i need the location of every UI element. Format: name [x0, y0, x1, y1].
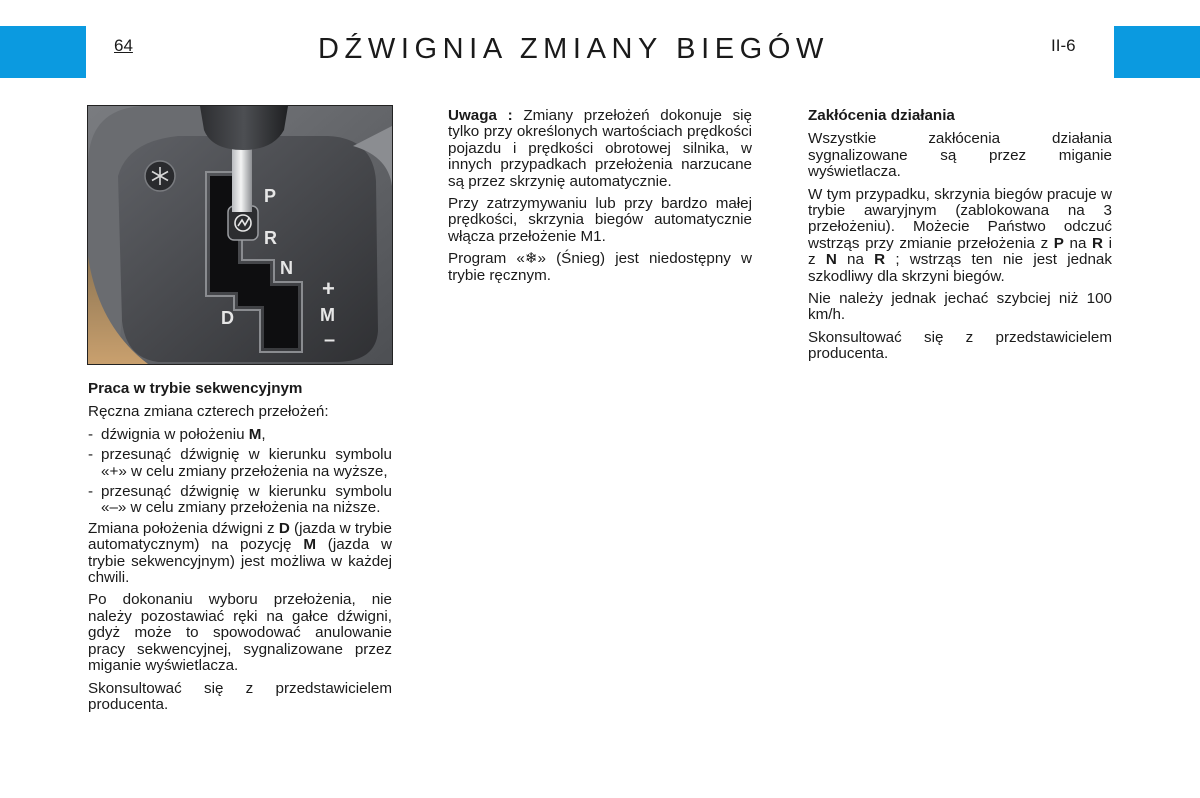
note-paragraph: Uwaga : Zmiany przełożeń dokonuje się tylko przy określonych wartościach prędkości pojazdu i prędkości obrotowej silnika, w innych przypadkach przełożenia narzucane są przez skrzynię automatycznie. — [448, 107, 752, 190]
right-column — [808, 108, 1112, 369]
gear-label-p: P — [264, 186, 277, 206]
speed-limit-paragraph: Nie należy jednak jechać szybciej niż 100 km/h. — [808, 290, 1112, 324]
gear-label-d: D — [221, 308, 234, 328]
stopping-paragraph: Przy zatrzymywaniu lub przy bardzo małej prędkości, skrzynia biegów automatycznie włącza przełożenie M1. — [448, 195, 752, 245]
gear-label-n: N — [280, 258, 293, 278]
gear-label-plus: + — [322, 276, 335, 301]
consult-paragraph: Skonsultować się z przedstawicielem producenta. — [808, 328, 1112, 363]
left-column — [88, 381, 392, 719]
note-label: Uwaga : — [448, 107, 513, 124]
page-number: 64 — [114, 36, 133, 55]
gear-label-m: M — [320, 305, 335, 325]
page-title: DŹWIGNIA ZMIANY BIEGÓW — [318, 33, 829, 65]
middle-column — [448, 108, 752, 290]
list-item: - przesunąć dźwignię w kierunku symbolu «+» w celu zmiany przełożenia na wyższe, — [88, 446, 392, 480]
gear-label-r: R — [264, 228, 277, 248]
left-blue-tab — [0, 26, 86, 78]
sequential-mode-heading: Praca w trybie sekwencyjnym — [88, 380, 303, 397]
snow-program-paragraph: Program «❄» (Śnieg) jest niedostępny w trybie ręcznym. — [448, 250, 752, 284]
snowflake-icon — [145, 161, 175, 191]
faults-paragraph: Wszystkie zakłócenia działania sygnalizowane są przez miganie wyświetlacza. — [808, 130, 1112, 181]
list-item: - przesunąć dźwignię w kierunku symbolu «–» w celu zmiany przełożenia na niższe. — [88, 483, 392, 517]
intro-text: Ręczna zmiana czterech przełożeń: — [88, 403, 329, 421]
gear-selector-photo — [87, 105, 393, 365]
consult-paragraph: Skonsultować się z przedstawicielem producenta. — [88, 679, 392, 713]
right-blue-tab — [1114, 26, 1200, 78]
mode-change-paragraph: Zmiana położenia dźwigni z D (jazda w trybie automatycznym) na pozycję M (jazda w trybie sekwencyjnym) jest możliwa w każdej chwili. — [88, 519, 392, 587]
section-code: II-6 — [1051, 36, 1076, 55]
faults-heading: Zakłócenia działania — [808, 107, 955, 124]
after-selection-paragraph: Po dokonaniu wyboru przełożenia, nie należy pozostawiać ręki na gałce dźwigni, gdyż może to spowodować anulowanie pracy sekwencyjnej, sygnalizowane przez miganie wyświetlacza. — [88, 591, 392, 675]
emergency-mode-paragraph: W tym przypadku, skrzynia biegów pracuje w trybie awaryjnym (zablokowana na 3 przełożeniu). Możecie Państwo odczuć wstrząs przy zmianie przełożenia z P na R i z N na R ; wstrząs ten nie jest jednak szkodliwy dla skrzyni biegów. — [808, 185, 1112, 285]
gear-label-minus: – — [324, 329, 336, 351]
list-item: - dźwignia w położeniu M, — [88, 425, 266, 443]
